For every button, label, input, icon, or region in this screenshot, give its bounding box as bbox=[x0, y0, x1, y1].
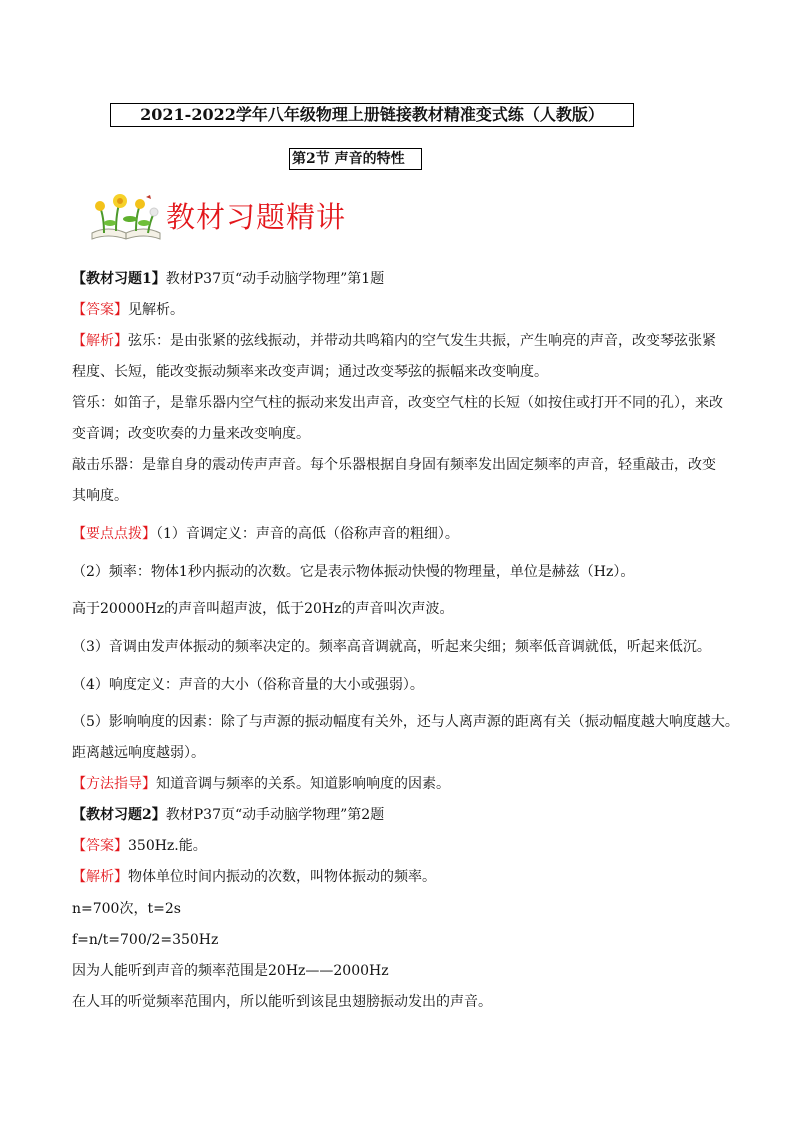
answer-tag: 【答案】 bbox=[72, 838, 128, 854]
analysis-line: 管乐：如笛子，是靠乐器内空气柱的振动来发出声音，改变空气柱的长短（如按住或打开不同的孔），来改 bbox=[72, 395, 723, 411]
hearing-range-value: 20Hz——2000Hz bbox=[268, 963, 389, 979]
hearing-range-prefix: 因为人能听到声音的频率范围是 bbox=[72, 963, 268, 979]
question-2-answer bbox=[72, 837, 207, 855]
analysis-line: 程度、长短，能改变振动频率来改变声调；通过改变琴弦的振幅来改变响度。 bbox=[72, 364, 548, 380]
method-tag: 【方法指导】 bbox=[72, 776, 156, 792]
question-1-heading bbox=[72, 270, 384, 288]
key-points-line: （5）影响响度的因素：除了与声源的振动幅度有关外，还与人离声源的距离有关（振动幅度越大响度越大。 bbox=[72, 714, 739, 730]
question-2-tag: 【教材习题2】 bbox=[72, 807, 166, 823]
analysis-line: 敲击乐器：是靠自身的震动传声声音。每个乐器根据自身固有频率发出固定频率的声音，轻重敲击，改变 bbox=[72, 457, 716, 473]
key-points-line: （2）频率：物体1秒内振动的次数。它是表示物体振动快慢的物理量，单位是赫兹（Hz）。 bbox=[72, 564, 635, 580]
open-book-flowers-icon bbox=[86, 193, 166, 245]
banner-title: 教材习题精讲 bbox=[166, 200, 347, 234]
key-points-line: 高于20000Hz的声音叫超声波，低于20Hz的声音叫次声波。 bbox=[72, 601, 454, 617]
question-2-reference: 教材P37页“动手动脑学物理”第2题 bbox=[165, 807, 385, 823]
method-guidance bbox=[72, 775, 450, 793]
method-text: 知道音调与频率的关系。知道影响响度的因素。 bbox=[156, 776, 450, 792]
formula-line: f=n/t=700/2=350Hz bbox=[72, 932, 219, 948]
key-points-line: （3）音调由发声体振动的频率决定的。频率高音调就高，听起来尖细；频率低音调就低，听起来低沉。 bbox=[72, 639, 711, 655]
question-1-analysis-line bbox=[72, 332, 716, 350]
answer-text: 350Hz.能。 bbox=[128, 838, 207, 854]
question-2-analysis bbox=[72, 868, 436, 886]
document-title: 2021-2022学年八年级物理上册链接教材精准变式练（人教版） bbox=[110, 103, 634, 127]
question-2-heading bbox=[72, 806, 384, 824]
key-points-tag: 【要点点拨】 bbox=[72, 526, 156, 542]
question-1-answer bbox=[72, 301, 184, 319]
analysis-text: 物体单位时间内振动的次数，叫物体振动的频率。 bbox=[128, 869, 436, 885]
answer-text: 见解析。 bbox=[128, 302, 184, 318]
analysis-text: 弦乐：是由张紧的弦线振动，并带动共鸣箱内的空气发生共振，产生响亮的声音，改变琴弦张紧 bbox=[128, 333, 716, 349]
analysis-tag: 【解析】 bbox=[72, 333, 128, 349]
analysis-line: 变音调；改变吹奏的力量来改变响度。 bbox=[72, 426, 310, 442]
analysis-tag: 【解析】 bbox=[72, 869, 128, 885]
section-title: 第2节 声音的特性 bbox=[289, 148, 422, 170]
question-1-tag: 【教材习题1】 bbox=[72, 271, 166, 287]
key-points-line bbox=[72, 525, 459, 543]
key-points-line: （4）响度定义：声音的大小（俗称音量的大小或强弱）。 bbox=[72, 677, 424, 693]
analysis-line: 其响度。 bbox=[72, 488, 128, 504]
key-points-line: 距离越远响度越弱）。 bbox=[72, 745, 205, 761]
conclusion-line: 在人耳的听觉频率范围内，所以能听到该昆虫翅膀振动发出的声音。 bbox=[72, 994, 492, 1010]
question-1-reference: 教材P37页“动手动脑学物理”第1题 bbox=[165, 271, 385, 287]
key-points-text: （1）音调定义：声音的高低（俗称声音的粗细）。 bbox=[156, 526, 459, 542]
answer-tag: 【答案】 bbox=[72, 302, 128, 318]
formula-line: n=700次，t=2s bbox=[72, 901, 181, 917]
hearing-range-line bbox=[72, 962, 389, 980]
section-banner bbox=[86, 193, 366, 245]
